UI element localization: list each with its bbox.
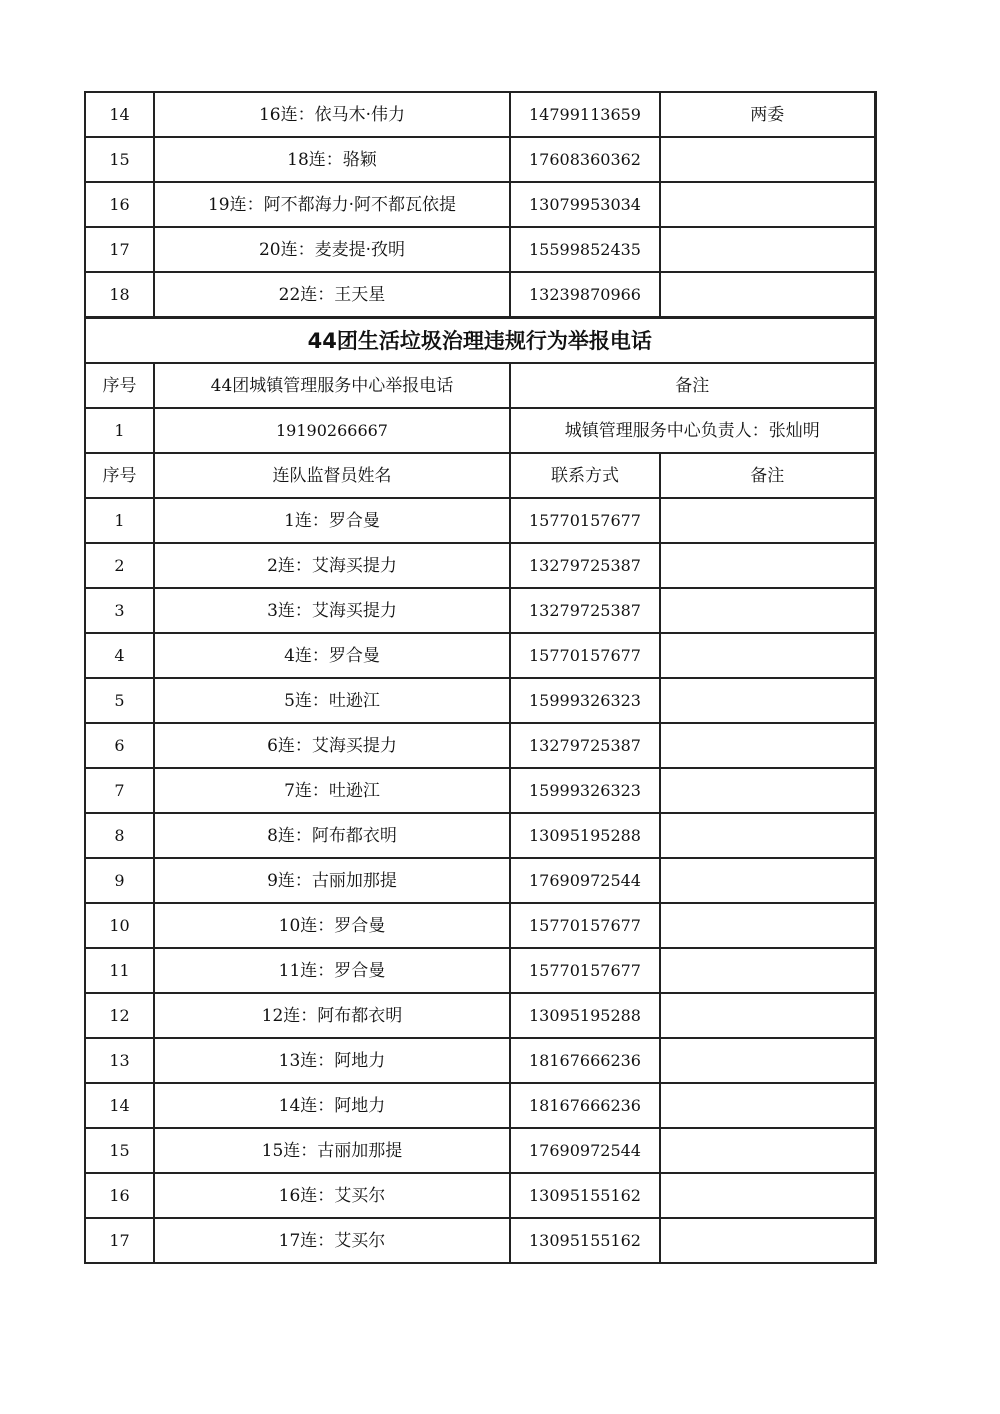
supervisor-row-phone: 13095195288 bbox=[510, 813, 660, 858]
supervisor-row bbox=[85, 588, 875, 633]
table-row-phone: 13079953034 bbox=[510, 182, 660, 227]
table-row-note bbox=[660, 272, 875, 318]
table-row-name: 16连：依马木·伟力 bbox=[154, 92, 510, 137]
center-header-row bbox=[85, 363, 875, 408]
supervisor-row-no: 13 bbox=[85, 1038, 154, 1083]
table-row bbox=[85, 137, 875, 182]
supervisor-row-no: 10 bbox=[85, 903, 154, 948]
table-row-no: 18 bbox=[85, 272, 154, 318]
supervisor-row-phone: 13095155162 bbox=[510, 1173, 660, 1218]
center-row-note: 城镇管理服务中心负责人：张灿明 bbox=[510, 408, 875, 453]
report-section bbox=[85, 318, 875, 499]
supervisor-row-name: 17连：艾买尔 bbox=[154, 1218, 510, 1263]
table-row bbox=[85, 272, 875, 318]
supervisor-row-note bbox=[660, 768, 875, 813]
supervisor-row-phone: 13279725387 bbox=[510, 723, 660, 768]
supervisor-row-phone: 15770157677 bbox=[510, 903, 660, 948]
supervisor-row-note bbox=[660, 1128, 875, 1173]
supervisor-row bbox=[85, 1083, 875, 1128]
supervisor-row-no: 17 bbox=[85, 1218, 154, 1263]
supervisor-row-name: 5连：吐逊江 bbox=[154, 678, 510, 723]
supervisor-row-name: 3连：艾海买提力 bbox=[154, 588, 510, 633]
supervisor-row-no: 9 bbox=[85, 858, 154, 903]
supervisor-row-phone: 13095195288 bbox=[510, 993, 660, 1038]
supervisor-row-note bbox=[660, 858, 875, 903]
list-header-row bbox=[85, 453, 875, 498]
supervisor-row-phone: 15770157677 bbox=[510, 633, 660, 678]
table-row-name: 20连：麦麦提·孜明 bbox=[154, 227, 510, 272]
supervisor-row-no: 5 bbox=[85, 678, 154, 723]
supervisor-row-name: 15连：古丽加那提 bbox=[154, 1128, 510, 1173]
table-row bbox=[85, 182, 875, 227]
supervisor-row-note bbox=[660, 1038, 875, 1083]
supervisor-row-no: 14 bbox=[85, 1083, 154, 1128]
supervisor-row-phone: 17690972544 bbox=[510, 1128, 660, 1173]
supervisor-row-no: 7 bbox=[85, 768, 154, 813]
supervisor-row-name: 4连：罗合曼 bbox=[154, 633, 510, 678]
center-row-phone: 19190266667 bbox=[154, 408, 510, 453]
supervisor-row-phone: 13279725387 bbox=[510, 588, 660, 633]
supervisor-row-note bbox=[660, 498, 875, 543]
supervisor-row-note bbox=[660, 903, 875, 948]
supervisor-row-note bbox=[660, 678, 875, 723]
supervisor-row bbox=[85, 948, 875, 993]
supervisor-row-phone: 13279725387 bbox=[510, 543, 660, 588]
top-rows bbox=[85, 92, 875, 318]
supervisor-row-phone: 15770157677 bbox=[510, 948, 660, 993]
supervisor-row bbox=[85, 498, 875, 543]
supervisor-row-name: 11连：罗合曼 bbox=[154, 948, 510, 993]
supervisor-row bbox=[85, 723, 875, 768]
supervisor-row-no: 6 bbox=[85, 723, 154, 768]
list-header-phone: 联系方式 bbox=[510, 453, 660, 498]
supervisor-row-no: 1 bbox=[85, 498, 154, 543]
supervisor-row bbox=[85, 678, 875, 723]
supervisor-row bbox=[85, 768, 875, 813]
table-row-name: 22连：王天星 bbox=[154, 272, 510, 318]
supervisor-row-no: 16 bbox=[85, 1173, 154, 1218]
supervisor-row bbox=[85, 813, 875, 858]
supervisor-row bbox=[85, 1038, 875, 1083]
supervisor-row-name: 7连：吐逊江 bbox=[154, 768, 510, 813]
supervisor-row-name: 6连：艾海买提力 bbox=[154, 723, 510, 768]
supervisor-row-name: 10连：罗合曼 bbox=[154, 903, 510, 948]
supervisor-row-note bbox=[660, 588, 875, 633]
center-header-note: 备注 bbox=[510, 363, 875, 408]
center-header-no: 序号 bbox=[85, 363, 154, 408]
supervisor-row-no: 12 bbox=[85, 993, 154, 1038]
supervisor-row-name: 14连：阿地力 bbox=[154, 1083, 510, 1128]
list-header-name: 连队监督员姓名 bbox=[154, 453, 510, 498]
supervisor-row-name: 12连：阿布都衣明 bbox=[154, 993, 510, 1038]
supervisor-row-name: 9连：古丽加那提 bbox=[154, 858, 510, 903]
supervisor-row bbox=[85, 993, 875, 1038]
supervisor-rows bbox=[85, 498, 875, 1263]
table-row-no: 14 bbox=[85, 92, 154, 137]
supervisor-row-phone: 15999326323 bbox=[510, 768, 660, 813]
table-row-name: 19连：阿不都海力·阿不都瓦依提 bbox=[154, 182, 510, 227]
table-row-no: 17 bbox=[85, 227, 154, 272]
supervisor-row bbox=[85, 633, 875, 678]
supervisor-row-note bbox=[660, 723, 875, 768]
list-header-note: 备注 bbox=[660, 453, 875, 498]
supervisor-row-name: 16连：艾买尔 bbox=[154, 1173, 510, 1218]
supervisor-row-name: 1连：罗合曼 bbox=[154, 498, 510, 543]
supervisor-row-name: 13连：阿地力 bbox=[154, 1038, 510, 1083]
supervisor-row-note bbox=[660, 1173, 875, 1218]
supervisor-row-phone: 18167666236 bbox=[510, 1038, 660, 1083]
supervisor-row-no: 11 bbox=[85, 948, 154, 993]
supervisor-row-no: 15 bbox=[85, 1128, 154, 1173]
supervisor-row-no: 8 bbox=[85, 813, 154, 858]
table-row-phone: 13239870966 bbox=[510, 272, 660, 318]
list-header-no: 序号 bbox=[85, 453, 154, 498]
supervisor-row-note bbox=[660, 1083, 875, 1128]
supervisor-row bbox=[85, 858, 875, 903]
table-row-note bbox=[660, 227, 875, 272]
center-row bbox=[85, 408, 875, 453]
supervisor-row-phone: 18167666236 bbox=[510, 1083, 660, 1128]
table-row bbox=[85, 227, 875, 272]
section-title-row bbox=[85, 318, 875, 364]
table-row-no: 15 bbox=[85, 137, 154, 182]
supervisor-row bbox=[85, 1173, 875, 1218]
table-row-phone: 14799113659 bbox=[510, 92, 660, 137]
supervisor-row-phone: 13095155162 bbox=[510, 1218, 660, 1263]
contact-table bbox=[84, 91, 877, 1264]
supervisor-row-phone: 15999326323 bbox=[510, 678, 660, 723]
supervisor-row-phone: 15770157677 bbox=[510, 498, 660, 543]
supervisor-row-no: 3 bbox=[85, 588, 154, 633]
supervisor-row-note bbox=[660, 813, 875, 858]
supervisor-row-no: 2 bbox=[85, 543, 154, 588]
table-row-note: 两委 bbox=[660, 92, 875, 137]
table-row-name: 18连：骆颖 bbox=[154, 137, 510, 182]
section-title: 44团生活垃圾治理违规行为举报电话 bbox=[85, 318, 875, 364]
supervisor-row bbox=[85, 1218, 875, 1263]
table-row-note bbox=[660, 182, 875, 227]
supervisor-row bbox=[85, 543, 875, 588]
table-row-note bbox=[660, 137, 875, 182]
supervisor-row-name: 2连：艾海买提力 bbox=[154, 543, 510, 588]
supervisor-row-phone: 17690972544 bbox=[510, 858, 660, 903]
supervisor-row-note bbox=[660, 1218, 875, 1263]
supervisor-row-name: 8连：阿布都衣明 bbox=[154, 813, 510, 858]
table-row-phone: 17608360362 bbox=[510, 137, 660, 182]
supervisor-row bbox=[85, 903, 875, 948]
supervisor-row-no: 4 bbox=[85, 633, 154, 678]
center-header-phone: 44团城镇管理服务中心举报电话 bbox=[154, 363, 510, 408]
supervisor-row-note bbox=[660, 993, 875, 1038]
supervisor-row-note bbox=[660, 633, 875, 678]
table-row-no: 16 bbox=[85, 182, 154, 227]
supervisor-row-note bbox=[660, 543, 875, 588]
supervisor-row-note bbox=[660, 948, 875, 993]
supervisor-row bbox=[85, 1128, 875, 1173]
table-row bbox=[85, 92, 875, 137]
center-row-no: 1 bbox=[85, 408, 154, 453]
table-row-phone: 15599852435 bbox=[510, 227, 660, 272]
